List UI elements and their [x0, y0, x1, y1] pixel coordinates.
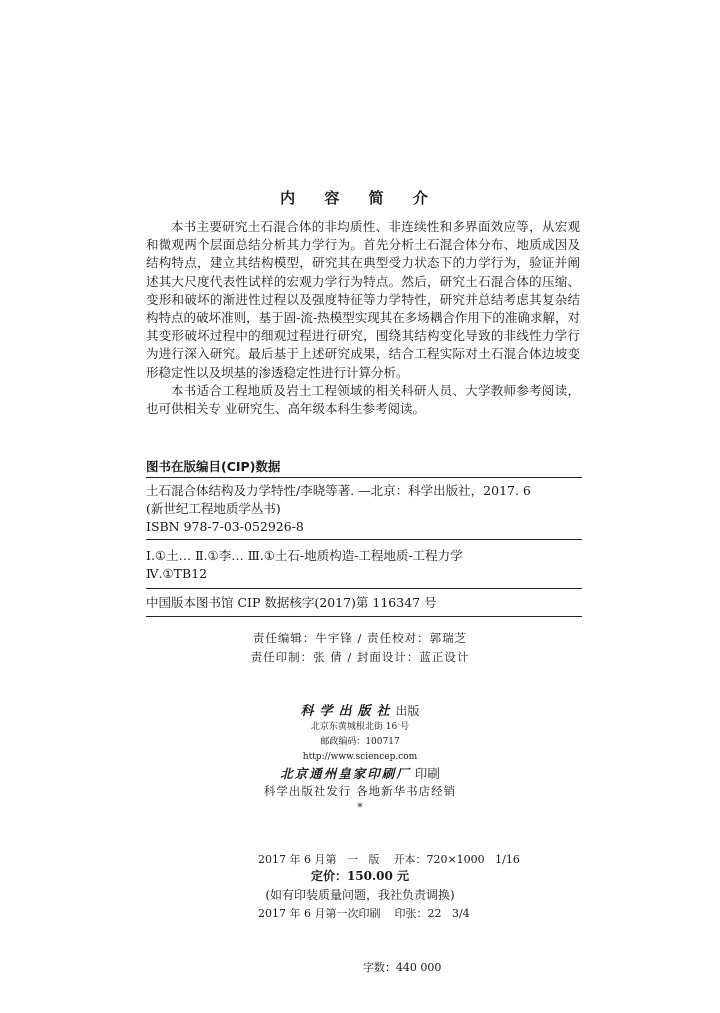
cip-rule-3 — [146, 588, 582, 589]
separator-star: * — [357, 801, 363, 814]
summary-body — [146, 218, 580, 418]
edition-line-2: 2017 年 6 月第一次印刷 印张：22 3/4 — [258, 907, 470, 920]
publisher-website: http://www.sciencep.com — [302, 752, 418, 762]
credits — [0, 629, 720, 667]
printer-suffix: 印刷 — [410, 766, 440, 781]
price: 定价：150.00 元 — [310, 869, 410, 883]
cip-number-block — [146, 594, 582, 612]
printer-name: 北京通州皇家印刷厂 — [280, 766, 411, 781]
cip-heading: 图书在版编目(CIP)数据 — [146, 459, 281, 474]
cip-title-line: 土石混合体结构及力学特性/李晓等著. —北京：科学出版社，2017. 6 — [146, 483, 531, 498]
publisher-suffix: 出版 — [395, 704, 420, 718]
cip-classification — [146, 547, 582, 583]
cip-top-rule — [146, 477, 582, 478]
cip-series-line: (新世纪工程地质学丛书) — [146, 501, 281, 516]
edition-line-3: 字数：440 000 — [258, 961, 442, 974]
printer-line — [0, 764, 720, 782]
summary-title: 内 容 简 介 — [280, 189, 440, 207]
cip-class-line-1: Ⅰ.①土… Ⅱ.①李… Ⅲ.①土石-地质构造-工程地质-工程力学 — [146, 548, 463, 563]
credits-editors: 责任编辑：牛宇锋 / 责任校对：郭瑞芝 — [252, 631, 468, 645]
credits-print-cover: 责任印制：张 倩 / 封面设计：蓝正设计 — [250, 650, 470, 664]
distribution-line: 科学出版社发行 各地新华书店经销 — [263, 784, 457, 798]
cip-isbn-line: ISBN 978-7-03-052926-8 — [146, 519, 304, 534]
publisher-name: 科学出版社 — [300, 704, 396, 719]
quality-notice: (如有印装质量问题，我社负责调换) — [265, 888, 455, 902]
publisher-details — [0, 720, 720, 765]
cip-number-line: 中国版本图书馆 CIP 数据核字(2017)第 116347 号 — [146, 595, 437, 610]
edition-info — [258, 815, 558, 1013]
publisher-postcode: 邮政编码：100717 — [320, 737, 400, 747]
cip-bibliographic — [146, 482, 582, 536]
summary-paragraph-2: 本书适合工程地质及岩土工程领域的相关科研人员、大学教师参考阅读，也可供相关专 业研究生、高年级本科生参考阅读。 — [146, 382, 580, 417]
publisher-line — [0, 700, 720, 719]
edition-line-1: 2017 年 6 月第 一 版 开本：720×1000 1/16 — [258, 853, 520, 866]
cip-bottom-rule — [146, 616, 582, 617]
cip-rule-2 — [146, 539, 582, 540]
publisher-address: 北京东黄城根北街 16 号 — [310, 722, 410, 732]
cip-class-line-2: Ⅳ.①TB12 — [146, 566, 208, 581]
summary-paragraph-1: 本书主要研究土石混合体的非均质性、非连续性和多界面效应等，从宏观和微观两个层面总结分析其力学行为。首先分析土石混合体分布、地质成因及结构特点，建立其结构模型，研究其在典型受力状态下的力学行为，验证并阐述其大尺度代表性试样的宏观力学行为特点。然后，研究土石混合体的压缩、变形和破坏的渐进性过程以及强度特征等力学特性，研究并总结考虑其复杂结构特点的破坏准则，基于固-流-热模型实现其在多场耦合作用下的准确求解，对其变形破坏过程中的细观过程进行研究，围绕其结构变化导致的非线性力学行为进行深入研究。最后基于上述研究成果，结合工程实际对土石混合体边坡变形稳定性以及坝基的渗透稳定性进行计算分析。 — [146, 219, 580, 380]
